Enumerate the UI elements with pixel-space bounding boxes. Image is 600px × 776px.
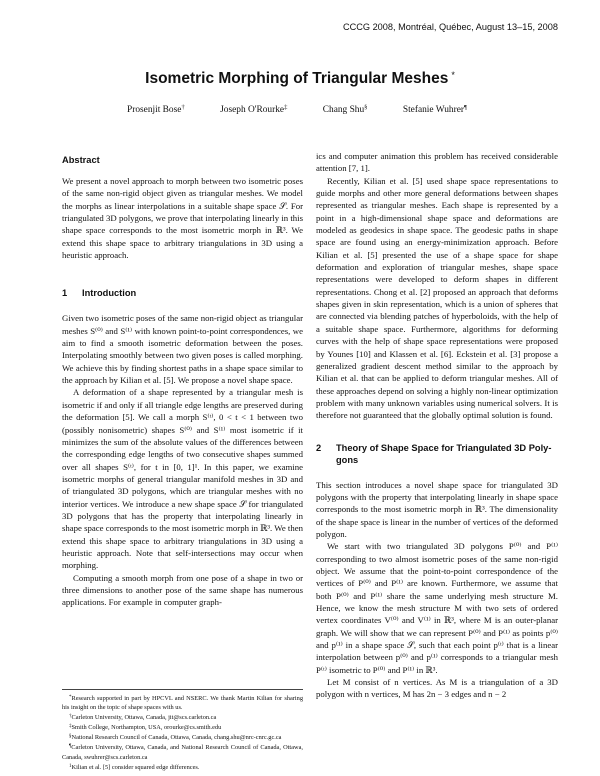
author-list [127, 104, 467, 115]
running-head: CCCG 2008, Montréal, Québec, August 13–15, 2008 [342, 22, 558, 32]
section-number: 1 [62, 288, 68, 299]
abstract-heading: Abstract [62, 155, 100, 165]
body-paragraph: This section introduces a novel shape space for triangulated 3D polygons with the property that interpolating linearly in shape space corresponds to the most isometric morph in ℝ³. The dimensionality of the shape space is linear in the number of vertices of the deformed polygon. [316, 479, 558, 539]
paper-title-text: Isometric Morphing of Triangular Meshes [145, 70, 449, 87]
paper-title [0, 70, 600, 88]
body-paragraph: Let M consist of n vertices. As M is a triangulation of a 3D polygon with n vertices, M has 2n − 3 edges and n − 2 [316, 677, 558, 700]
section-1-heading [62, 287, 303, 299]
author: Stefanie Wuhrer¶ [402, 104, 467, 115]
author: Chang Shu§ [322, 104, 368, 115]
body-paragraph: Recently, Kilian et al. [5] used shape space representations to guide morphs and other more general deformations between shapes represented as triangular meshes. Each shape is represented by a point in a high-dimensional shape space and deformations are modeled as geodesics in shape space. The geodesic paths in shape space are found using an energy-minimization approach. Before Kilian et al. [5] presented the use of a shape space for shape deformation and exploration of triangular meshes, shape space representations were developed to deform shapes in different representations. Chong et al. [2] proposed an approach that deforms shapes given in skin representation, which is a union of spheres that are connected via blending patches of hyperboloids, with the help of a suitable shape space. Furthermore, algorithms for deforming curves with the help of shape space representations were proposed by Younes [10] and Klassen et al. [6]. Eckstein et al. [3] propose a generalized gradient descent method similar to the approach by Kilian et al. that can be applied to deform triangular meshes. All of these approaches depend on solving a highly non-linear optimization problem with many unknown variables using numerical solvers. It is therefore not guaranteed that the globally optimal solution is found. [316, 175, 558, 421]
author: Joseph O'Rourke‡ [220, 104, 288, 115]
title-footnote-marker: * [451, 70, 455, 80]
footnote: ¶Carleton University, Ottawa, Canada, and National Research Council of Canada, Ottawa, Canada, swuhrer@scs.carleton.ca [62, 744, 303, 761]
right-column [316, 150, 558, 701]
intro-paragraph: A deformation of a shape represented by a triangular mesh is isometric if and only if all triangle edge lengths are preserved during the deformation [5]. We call a morph S⁽ᵗ⁾, 0 < t < 1 between two (possibly nonisometric) shapes S⁽⁰⁾ and S⁽¹⁾ most isometric if it minimizes the sum of the absolute values of the differences between the corresponding edge lengths of two consecutive shapes summed over all shapes S⁽ᵗ⁾, for t in [0, 1]¹. In this paper, we examine isometric morphs of general triangular manifold meshes in 3D and of triangulated 3D polygons, which are triangular meshes with no interior vertices. We introduce a new shape space 𝒮 for triangulated 3D polygons that has the property that interpolating linearly in shape space corresponds to the most isometric morph in ℝ³. We then extend this shape space to arbitrary triangulations in 3D using a heuristic approach. Note that self-intersections may occur when morphing. [62, 387, 303, 571]
footnotes [62, 689, 303, 772]
section-title: Introduction [82, 288, 137, 299]
intro-paragraph: Computing a smooth morph from one pose of a shape in two or three dimensions to another pose of the same shape has numerous applications. For example in computer graph- [62, 572, 303, 608]
intro-paragraph: Given two isometric poses of the same non-rigid object as triangular meshes S⁽⁰⁾ and S⁽¹⁾ with known point-to-point correspondences, we aim to find a smooth isometric deformation between the poses. Interpolating smoothly between two given poses is called morphing. We achieve this by finding shortest paths in a shape space similar to the approach by Kilian et al. [5]. We propose a novel shape space. [62, 313, 303, 386]
body-paragraph: ics and computer animation this problem has received considerable attention [7, 1]. [316, 151, 558, 174]
section-title-line: gons [336, 454, 359, 465]
section-title-line: Theory of Shape Space for Triangulated 3D Poly- [336, 442, 552, 453]
footnote: *Research supported in part by HPCVL and NSERC. We thank Martin Kilian for sharing his insight on the topic of shape spaces with us. [62, 695, 303, 712]
abstract-text: We present a novel approach to morph between two isometric poses of the same non-rigid object given as triangular meshes. We model the morphs as linear interpolations in a suitable shape space 𝒮. For triangulated 3D polygons, we prove that interpolating linearly in this shape space corresponds to the most isometric morph in ℝ³. We extend this shape space to arbitrary triangulations in 3D using a heuristic approach. [62, 176, 303, 261]
footnote: †Carleton University, Ottawa, Canada, jit@scs.carleton.ca [69, 714, 217, 722]
footnote: $^1$Kilian et al. [5] consider squared edge differences. [69, 763, 200, 771]
section-number: 2 [316, 442, 322, 453]
author: Prosenjit Bose† [127, 104, 185, 115]
footnote: ‡Smith College, Northampton, USA, orourke@cs.smith.edu [69, 724, 222, 732]
left-column [62, 150, 303, 609]
body-paragraph: We start with two triangulated 3D polygons P⁽⁰⁾ and P⁽¹⁾ corresponding to two almost isometric poses of the same non-rigid object. We assume that the point-to-point correspondence of the vertices of P⁽⁰⁾ and P⁽¹⁾ are known. Furthermore, we assume that both P⁽⁰⁾ and P⁽¹⁾ share the same underlying mesh structure M. Hence, we know the mesh structure M with two sets of ordered vertex coordinates V⁽⁰⁾ and V⁽¹⁾ in ℝ³, where M is an outer-planar graph. We will show that we can represent P⁽⁰⁾ and P⁽¹⁾ as points p⁽⁰⁾ and p⁽¹⁾ in a shape space 𝒮, such that each point p⁽ᵗ⁾ that is a linear interpolation between p⁽⁰⁾ and p⁽¹⁾ corresponds to a triangular mesh P⁽ᵗ⁾ isometric to P⁽⁰⁾ and P⁽¹⁾ in ℝ³. [316, 541, 558, 675]
footnote: §National Research Council of Canada, Ottawa, Canada, chang.shu@nrc-cnrc.gc.ca [69, 734, 282, 742]
section-2-heading [316, 442, 558, 466]
